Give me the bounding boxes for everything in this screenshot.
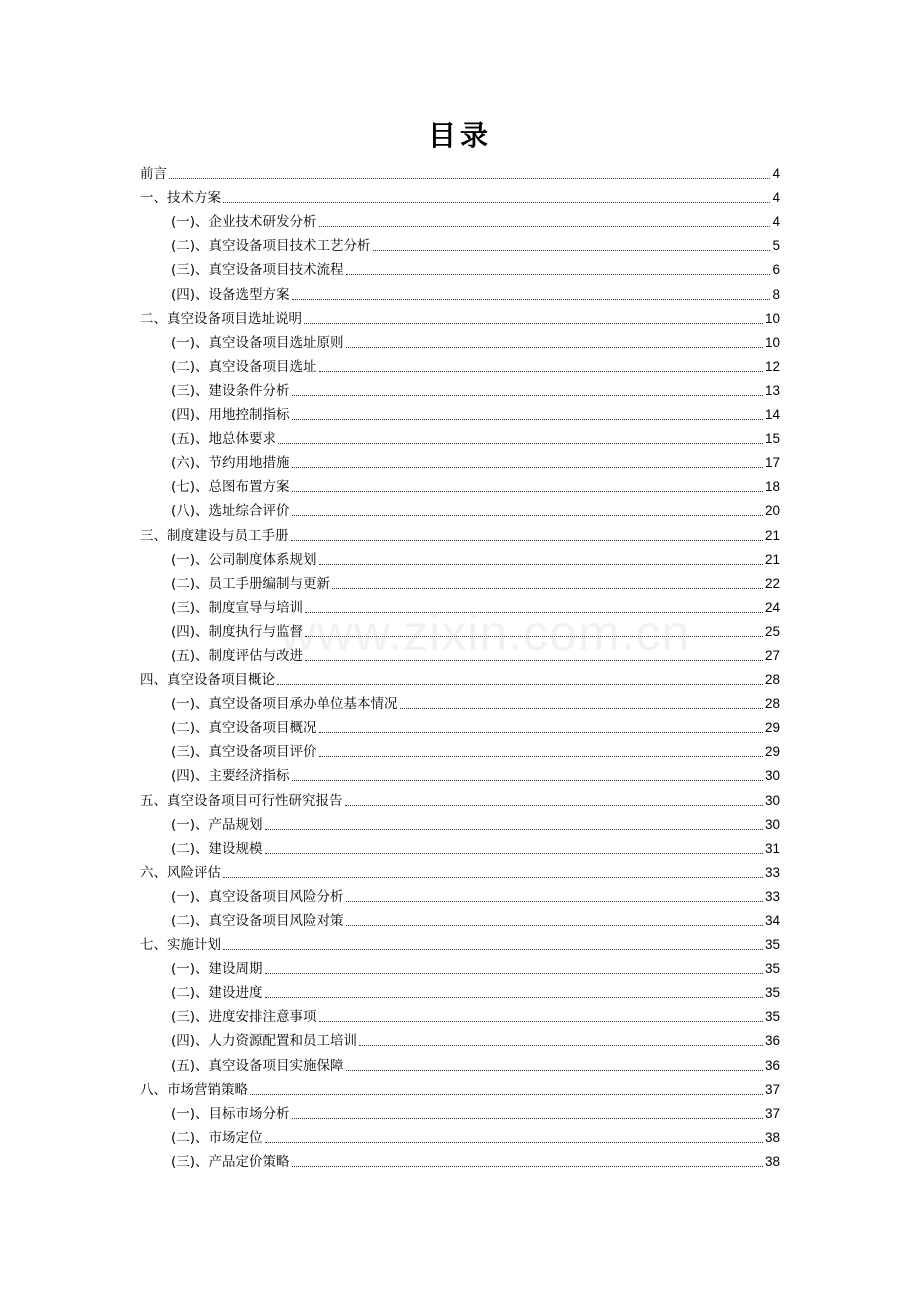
toc-entry-page-number: 13 <box>764 382 780 398</box>
toc-entry[interactable] <box>140 1003 780 1027</box>
toc-dot-leader <box>319 1021 763 1022</box>
toc-entry[interactable] <box>140 449 780 473</box>
toc-entry[interactable] <box>140 401 780 425</box>
toc-entry-page-number: 30 <box>764 792 780 808</box>
toc-dot-leader <box>292 395 763 396</box>
toc-entry-page-number: 10 <box>764 310 780 326</box>
toc-entry[interactable] <box>140 1076 780 1100</box>
toc-entry-page-number: 29 <box>764 744 780 760</box>
toc-dot-leader <box>346 274 771 275</box>
toc-entry-label: 一、技术方案 <box>140 190 221 207</box>
toc-entry-label: (二)、真空设备项目概况 <box>171 720 317 737</box>
toc-entry-page-number: 29 <box>764 720 780 736</box>
toc-dot-leader <box>265 853 763 854</box>
toc-entry-label: (一)、建设周期 <box>171 961 263 978</box>
toc-dot-leader <box>304 323 763 324</box>
toc-dot-leader <box>319 756 763 757</box>
toc-entry-label: (二)、真空设备项目技术工艺分析 <box>171 238 371 255</box>
toc-entry-label: (四)、主要经济指标 <box>171 768 290 785</box>
toc-entry[interactable] <box>140 425 780 449</box>
toc-entry-page-number: 35 <box>764 1009 780 1025</box>
toc-entry[interactable] <box>140 280 780 304</box>
toc-entry-label: (三)、产品定价策略 <box>171 1153 290 1170</box>
toc-entry-label: (四)、制度执行与监督 <box>171 623 304 640</box>
toc-entry[interactable] <box>140 497 780 521</box>
toc-entry-page-number: 30 <box>764 816 780 832</box>
toc-entry-page-number: 15 <box>764 431 780 447</box>
toc-entry-label: (五)、地总体要求 <box>171 431 277 448</box>
toc-dot-leader <box>359 1045 763 1046</box>
toc-entry-page-number: 4 <box>772 166 780 182</box>
toc-entry[interactable] <box>140 811 780 835</box>
toc-entry-page-number: 37 <box>764 1105 780 1121</box>
toc-entry[interactable] <box>140 521 780 545</box>
toc-entry-page-number: 24 <box>764 599 780 615</box>
toc-dot-leader <box>292 515 763 516</box>
toc-entry-label: (一)、目标市场分析 <box>171 1105 290 1122</box>
toc-dot-leader <box>346 925 763 926</box>
toc-dot-leader <box>319 564 763 565</box>
toc-dot-leader <box>265 973 763 974</box>
toc-entry[interactable] <box>140 618 780 642</box>
toc-dot-leader <box>277 684 763 685</box>
toc-entry-page-number: 25 <box>764 623 780 639</box>
toc-entry[interactable] <box>140 979 780 1003</box>
toc-entry-page-number: 4 <box>772 214 780 230</box>
toc-entry-label: (四)、设备选型方案 <box>171 286 290 303</box>
toc-dot-leader <box>278 443 763 444</box>
toc-dot-leader <box>305 660 763 661</box>
toc-entry[interactable] <box>140 377 780 401</box>
toc-entry-label: (三)、建设条件分析 <box>171 382 290 399</box>
watermark: www.zixin.com.cn <box>279 605 691 661</box>
toc-dot-leader <box>373 250 771 251</box>
toc-entry[interactable] <box>140 835 780 859</box>
toc-dot-leader <box>305 636 763 637</box>
toc-entry-page-number: 21 <box>764 551 780 567</box>
toc-entry[interactable] <box>140 883 780 907</box>
toc-entry[interactable] <box>140 1051 780 1075</box>
toc-dot-leader <box>250 1094 763 1095</box>
toc-entry-label: (三)、真空设备项目评价 <box>171 744 317 761</box>
toc-entry[interactable] <box>140 907 780 931</box>
toc-entry-page-number: 37 <box>764 1081 780 1097</box>
toc-entry[interactable] <box>140 184 780 208</box>
toc-dot-leader <box>265 997 763 998</box>
toc-entry-page-number: 14 <box>764 407 780 423</box>
toc-entry-label: (二)、市场定位 <box>171 1129 263 1146</box>
toc-dot-leader <box>345 805 763 806</box>
toc-entry-page-number: 31 <box>764 840 780 856</box>
toc-entry-label: (五)、真空设备项目实施保障 <box>171 1057 344 1074</box>
toc-entry-label: 八、市场营销策略 <box>140 1081 248 1098</box>
toc-entry-label: (一)、产品规划 <box>171 816 263 833</box>
toc-entry[interactable] <box>140 1124 780 1148</box>
toc-entry-page-number: 33 <box>764 864 780 880</box>
toc-entry[interactable] <box>140 256 780 280</box>
toc-entry-page-number: 4 <box>772 190 780 206</box>
toc-entry-label: (一)、公司制度体系规划 <box>171 551 317 568</box>
toc-entry[interactable] <box>140 473 780 497</box>
toc-dot-leader <box>305 612 763 613</box>
toc-dot-leader <box>223 877 763 878</box>
toc-entry-page-number: 30 <box>764 768 780 784</box>
toc-entry-page-number: 33 <box>764 888 780 904</box>
toc-entry-page-number: 17 <box>764 455 780 471</box>
toc-dot-leader <box>346 901 763 902</box>
toc-dot-leader <box>292 419 763 420</box>
toc-entry-label: (四)、人力资源配置和员工培训 <box>171 1033 358 1050</box>
toc-entry-page-number: 36 <box>764 1057 780 1073</box>
toc-dot-leader <box>400 708 763 709</box>
toc-entry-label: 四、真空设备项目概论 <box>140 672 275 689</box>
toc-entry[interactable] <box>140 1100 780 1124</box>
toc-entry[interactable] <box>140 762 780 786</box>
toc-entry[interactable] <box>140 1027 780 1051</box>
toc-entry[interactable] <box>140 570 780 594</box>
toc-entry-page-number: 8 <box>772 286 780 302</box>
toc-entry[interactable] <box>140 690 780 714</box>
toc-entry-label: (二)、真空设备项目风险对策 <box>171 913 344 929</box>
toc-entry-label: 五、真空设备项目可行性研究报告 <box>140 792 343 809</box>
toc-dot-leader <box>332 588 763 589</box>
toc-dot-leader <box>292 1166 763 1167</box>
toc-entry-label: (三)、真空设备项目技术流程 <box>171 262 344 279</box>
toc-dot-leader <box>319 732 763 733</box>
toc-entry-label: (五)、制度评估与改进 <box>171 647 304 664</box>
toc-entry-label: (六)、节约用地措施 <box>171 455 290 472</box>
toc-entry-label: (二)、员工手册编制与更新 <box>171 575 331 592</box>
toc-entry-label: (四)、用地控制指标 <box>171 407 290 424</box>
toc-entry-page-number: 35 <box>764 937 780 953</box>
toc-entry[interactable] <box>140 931 780 955</box>
toc-dot-leader <box>265 1142 763 1143</box>
toc-entry[interactable] <box>140 232 780 256</box>
toc-entry-label: (二)、建设进度 <box>171 985 263 1002</box>
toc-entry-page-number: 35 <box>764 961 780 977</box>
toc-entry-label: (一)、企业技术研发分析 <box>171 214 317 231</box>
toc-entry[interactable] <box>140 329 780 353</box>
toc-dot-leader <box>319 371 763 372</box>
toc-entry-label: (一)、真空设备项目选址原则 <box>171 334 344 351</box>
toc-entry[interactable] <box>140 594 780 618</box>
toc-entry-page-number: 6 <box>772 262 780 278</box>
toc-entry[interactable] <box>140 208 780 232</box>
toc-entry-label: (八)、选址综合评价 <box>171 503 290 520</box>
toc-entry[interactable] <box>140 160 780 184</box>
toc-entry-label: (一)、真空设备项目风险分析 <box>171 888 344 905</box>
toc-dot-leader <box>291 540 763 541</box>
toc-entry-page-number: 10 <box>764 334 780 350</box>
toc-entry-page-number: 27 <box>764 647 780 663</box>
toc-entry-label: 二、真空设备项目选址说明 <box>140 310 302 327</box>
toc-entry-label: (三)、进度安排注意事项 <box>171 1009 317 1026</box>
toc-dot-leader <box>169 178 770 179</box>
toc-entry-label: 七、实施计划 <box>140 937 221 954</box>
toc-entry[interactable] <box>140 786 780 810</box>
toc-entry-label: 六、风险评估 <box>140 864 221 881</box>
toc-entry-page-number: 38 <box>764 1153 780 1169</box>
toc-dot-leader <box>292 467 763 468</box>
toc-entry[interactable] <box>140 1148 780 1172</box>
toc-entry-page-number: 21 <box>764 527 780 543</box>
toc-entry-page-number: 5 <box>772 238 780 254</box>
toc-dot-leader <box>292 491 763 492</box>
toc-dot-leader <box>346 347 763 348</box>
toc-entry-page-number: 20 <box>764 503 780 519</box>
toc-entry-label: (三)、制度宣导与培训 <box>171 599 304 616</box>
toc-entry-page-number: 28 <box>764 672 780 688</box>
toc-entry[interactable] <box>140 353 780 377</box>
toc-dot-leader <box>223 202 770 203</box>
toc-entry-page-number: 12 <box>764 358 780 374</box>
toc-entry-page-number: 35 <box>764 985 780 1001</box>
toc-entry[interactable] <box>140 738 780 762</box>
toc-entry-label: 三、制度建设与员工手册 <box>140 527 289 544</box>
toc-entry-page-number: 38 <box>764 1129 780 1145</box>
table-of-contents <box>140 160 780 1172</box>
toc-entry[interactable] <box>140 546 780 570</box>
toc-entry-page-number: 18 <box>764 479 780 495</box>
toc-dot-leader <box>265 829 763 830</box>
toc-entry-page-number: 34 <box>764 913 780 928</box>
toc-entry[interactable] <box>140 714 780 738</box>
toc-dot-leader <box>319 226 771 227</box>
toc-dot-leader <box>292 780 763 781</box>
toc-entry-label: (一)、真空设备项目承办单位基本情况 <box>171 696 398 713</box>
toc-entry-page-number: 36 <box>764 1033 780 1049</box>
toc-dot-leader <box>292 299 771 300</box>
toc-entry-label: (七)、总图布置方案 <box>171 479 290 496</box>
toc-entry-label: (二)、建设规模 <box>171 840 263 857</box>
toc-entry-label: 前言 <box>140 166 167 183</box>
toc-entry-page-number: 22 <box>764 575 780 591</box>
toc-entry-label: (二)、真空设备项目选址 <box>171 358 317 375</box>
toc-entry[interactable] <box>140 859 780 883</box>
toc-entry[interactable] <box>140 642 780 666</box>
toc-entry-page-number: 28 <box>764 696 780 712</box>
toc-entry[interactable] <box>140 305 780 329</box>
toc-entry[interactable] <box>140 955 780 979</box>
toc-dot-leader <box>223 949 763 950</box>
toc-entry[interactable] <box>140 666 780 690</box>
toc-dot-leader <box>346 1070 763 1071</box>
toc-dot-leader <box>292 1118 763 1119</box>
page-title: 目录 <box>427 119 492 152</box>
